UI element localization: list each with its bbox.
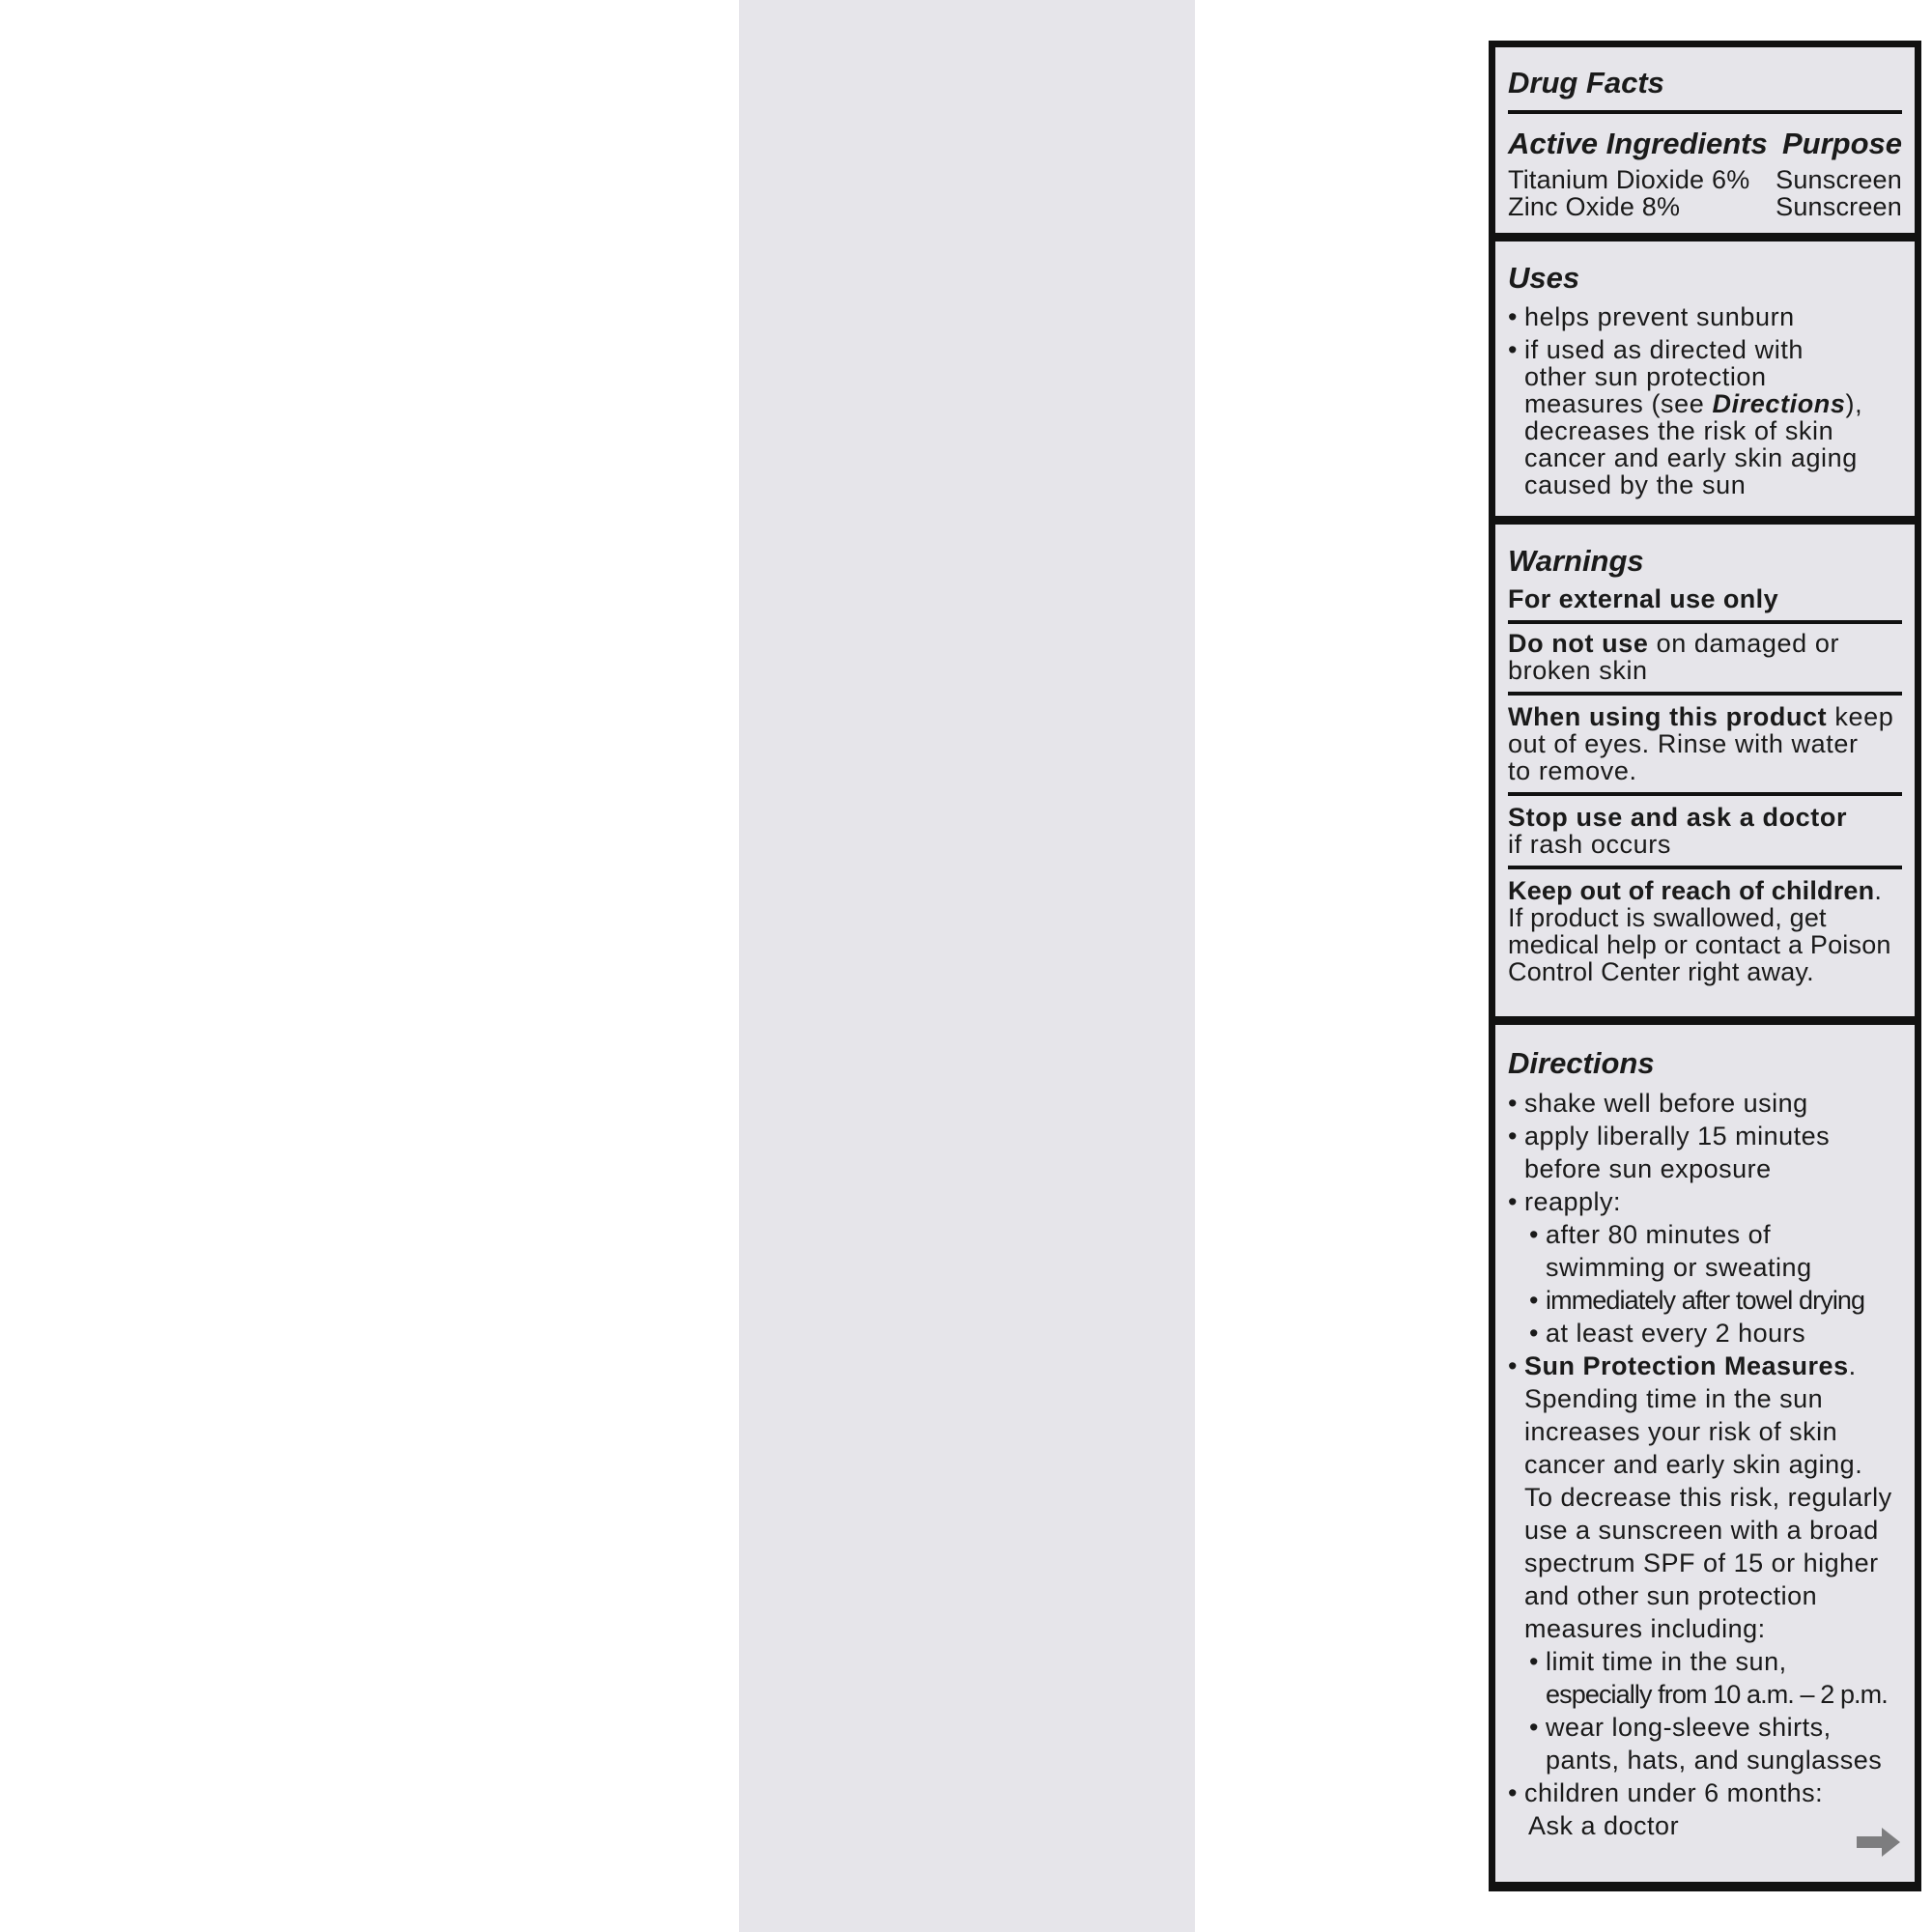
active-ingredients-heading: Active Ingredients (1508, 127, 1768, 160)
bullet-icon: • (1508, 1089, 1518, 1118)
right-arrow-icon (1857, 1826, 1901, 1859)
divider (1508, 620, 1902, 624)
directions-heading: Directions (1508, 1046, 1655, 1080)
directions-panel (1495, 1025, 1915, 1882)
stop-use-label: Stop use and ask a doctor (1508, 803, 1848, 832)
direction-text: wear long-sleeve shirts, (1546, 1713, 1832, 1742)
ingredient-purpose: Sunscreen (1776, 165, 1902, 194)
uses-item-text (1524, 390, 1862, 417)
label-panel (739, 0, 1902, 1932)
direction-text: children under 6 months: (1524, 1778, 1824, 1807)
bullet-icon: • (1529, 1220, 1539, 1249)
direction-text: especially from 10 a.m. – 2 p.m. (1546, 1680, 1888, 1709)
warning-text: . (1874, 876, 1883, 905)
directions-reference: Directions (1712, 389, 1846, 418)
bullet-icon: • (1529, 1319, 1539, 1348)
list-item (1508, 303, 1902, 330)
ingredient-purpose: Sunscreen (1776, 192, 1902, 221)
active-header-row (1508, 127, 1902, 161)
list-item (1508, 1711, 1902, 1776)
uses-text: measures (see (1524, 389, 1713, 418)
direction-text: pants, hats, and sunglasses (1546, 1746, 1883, 1775)
list-item (1508, 1087, 1902, 1120)
direction-text: reapply: (1524, 1187, 1622, 1216)
keep-out-block (1508, 877, 1902, 985)
bullet-icon: • (1508, 302, 1519, 331)
list-item (1508, 1776, 1902, 1842)
direction-text: shake well before using (1524, 1089, 1808, 1118)
drug-facts-title: Drug Facts (1508, 66, 1664, 99)
bullet-icon: • (1508, 1122, 1518, 1151)
list-item (1508, 1317, 1902, 1350)
direction-text: and other sun protection (1524, 1581, 1818, 1610)
direction-text: cancer and early skin aging. (1524, 1450, 1863, 1479)
warning-text: keep (1827, 702, 1894, 731)
list-item (1508, 1350, 1902, 1645)
divider (1508, 792, 1902, 796)
uses-item-text: if used as directed with (1524, 335, 1804, 364)
list-item (1508, 1185, 1902, 1218)
ingredient-row (1508, 166, 1902, 193)
bullet-icon: • (1529, 1647, 1539, 1676)
uses-item-text: helps prevent sunburn (1524, 302, 1795, 331)
direction-text: before sun exposure (1524, 1154, 1772, 1183)
direction-text: use a sunscreen with a broad (1524, 1516, 1879, 1545)
divider (1508, 110, 1902, 114)
bullet-icon: • (1529, 1713, 1539, 1742)
ingredient-name: Titanium Dioxide 6% (1508, 165, 1750, 194)
warning-text: broken skin (1508, 656, 1648, 685)
direction-text: increases your risk of skin (1524, 1417, 1838, 1446)
bullet-icon: • (1508, 335, 1519, 364)
list-item (1508, 1284, 1902, 1317)
bullet-icon: • (1508, 1351, 1518, 1380)
uses-item-text: decreases the risk of skin (1524, 416, 1834, 445)
when-using-label: When using this product (1508, 702, 1828, 731)
warning-text: Control Center right away. (1508, 957, 1814, 986)
direction-text: To decrease this risk, regularly (1524, 1483, 1892, 1512)
do-not-use-label: Do not use (1508, 629, 1649, 658)
direction-text: after 80 minutes of (1546, 1220, 1772, 1249)
direction-text: limit time in the sun, (1546, 1647, 1787, 1676)
bullet-icon: • (1508, 1187, 1518, 1216)
stop-use-block (1508, 804, 1902, 858)
direction-text: swimming or sweating (1546, 1253, 1812, 1282)
warnings-heading: Warnings (1508, 544, 1644, 578)
direction-text: measures including: (1524, 1614, 1766, 1643)
when-using-block (1508, 703, 1902, 784)
bullet-icon: • (1529, 1286, 1539, 1315)
direction-text: Spending time in the sun (1524, 1384, 1824, 1413)
list-item (1508, 1218, 1902, 1284)
direction-text: apply liberally 15 minutes (1524, 1122, 1831, 1151)
keep-out-label: Keep out of reach of children (1508, 876, 1875, 905)
ingredient-name: Zinc Oxide 8% (1508, 192, 1681, 221)
warning-text: If product is swallowed, get (1508, 903, 1827, 932)
direction-text: . (1848, 1351, 1857, 1380)
list-item (1508, 1120, 1902, 1185)
warning-text: on damaged or (1648, 629, 1840, 658)
sun-protection-label: Sun Protection Measures (1524, 1351, 1849, 1380)
do-not-use-block (1508, 630, 1902, 684)
uses-item-text: cancer and early skin aging (1524, 443, 1858, 472)
uses-text: ), (1845, 389, 1863, 418)
purpose-heading: Purpose (1781, 127, 1902, 160)
warning-text: if rash occurs (1508, 830, 1671, 859)
direction-text: Ask a doctor (1528, 1811, 1680, 1840)
direction-text: immediately after towel drying (1546, 1286, 1865, 1315)
direction-text: at least every 2 hours (1546, 1319, 1806, 1348)
active-ingredients-panel (1495, 47, 1915, 233)
warning-text: out of eyes. Rinse with water (1508, 729, 1859, 758)
external-use-text: For external use only (1508, 584, 1778, 613)
warning-text: to remove. (1508, 756, 1637, 785)
drug-facts-frame (1489, 41, 1921, 1891)
bullet-icon: • (1508, 1778, 1518, 1807)
divider (1508, 866, 1902, 869)
list-item (1508, 1645, 1902, 1711)
uses-item-text: other sun protection (1524, 362, 1767, 391)
direction-text: spectrum SPF of 15 or higher (1524, 1548, 1879, 1577)
divider (1508, 692, 1902, 696)
list-item (1508, 336, 1902, 498)
uses-item-text: caused by the sun (1524, 470, 1747, 499)
ingredient-row (1508, 193, 1902, 220)
warning-text: medical help or contact a Poison (1508, 930, 1891, 959)
uses-panel (1495, 242, 1915, 516)
uses-heading: Uses (1508, 261, 1580, 295)
warnings-panel (1495, 525, 1915, 1016)
